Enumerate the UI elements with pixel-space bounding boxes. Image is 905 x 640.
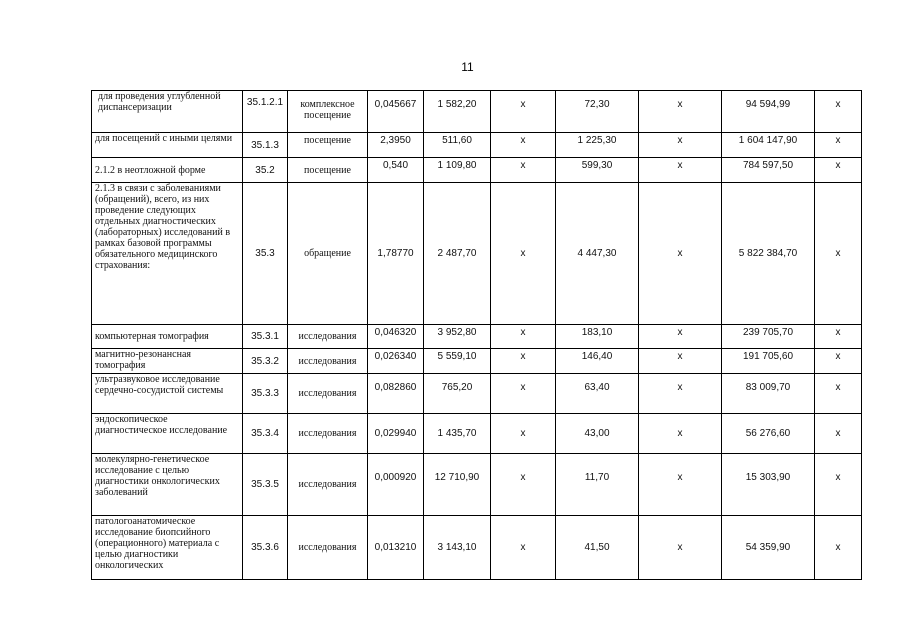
row-cost: 3 952,80 bbox=[424, 325, 491, 349]
row-unit: комплексное посещение bbox=[288, 91, 368, 133]
row-cross: х bbox=[639, 349, 722, 374]
row-cost: 1 582,20 bbox=[424, 91, 491, 133]
row-cross: х bbox=[639, 133, 722, 158]
table-row bbox=[92, 414, 862, 454]
row-unit: исследования bbox=[288, 454, 368, 516]
row-rate: 0,046320 bbox=[368, 325, 424, 349]
row-rate: 0,045667 bbox=[368, 91, 424, 133]
row-cost: 5 559,10 bbox=[424, 349, 491, 374]
row-rate: 0,082860 bbox=[368, 374, 424, 414]
row-cost: 1 435,70 bbox=[424, 414, 491, 454]
row-cross: х bbox=[639, 454, 722, 516]
row-unit: исследования bbox=[288, 374, 368, 414]
row-code: 35.3.1 bbox=[243, 325, 288, 349]
row-total: 15 303,90 bbox=[722, 454, 815, 516]
row-cost: 1 109,80 bbox=[424, 158, 491, 183]
row-code: 35.1.3 bbox=[243, 133, 288, 158]
row-code: 35.3.6 bbox=[243, 516, 288, 580]
row-cross: х bbox=[639, 516, 722, 580]
row-name: 2.1.3 в связи с заболеваниями (обращений), всего, из них проведение следующих отдельных диагностических (лабораторных) исследований в рамках базовой программы обязательного медицинского страхования: bbox=[92, 183, 243, 325]
table-row bbox=[92, 454, 862, 516]
row-cost: 2 487,70 bbox=[424, 183, 491, 325]
table-row bbox=[92, 374, 862, 414]
row-code: 35.1.2.1 bbox=[243, 91, 288, 133]
row-rate: 0,013210 bbox=[368, 516, 424, 580]
table-row bbox=[92, 91, 862, 133]
row-cross: х bbox=[815, 454, 862, 516]
row-cost: 765,20 bbox=[424, 374, 491, 414]
row-name: магнитно-резонансная томография bbox=[92, 349, 243, 374]
row-unit: посещение bbox=[288, 158, 368, 183]
row-cross: х bbox=[491, 454, 556, 516]
row-cross: х bbox=[815, 133, 862, 158]
row-cost: 511,60 bbox=[424, 133, 491, 158]
row-per-capita: 146,40 bbox=[556, 349, 639, 374]
row-rate: 0,540 bbox=[368, 158, 424, 183]
table-row bbox=[92, 516, 862, 580]
row-cross: х bbox=[815, 91, 862, 133]
row-cost: 3 143,10 bbox=[424, 516, 491, 580]
row-cross: х bbox=[639, 374, 722, 414]
row-name: эндоскопическое диагностическое исследование bbox=[92, 414, 243, 454]
row-unit: исследования bbox=[288, 349, 368, 374]
row-cross: х bbox=[639, 183, 722, 325]
row-rate: 2,3950 bbox=[368, 133, 424, 158]
row-total: 239 705,70 bbox=[722, 325, 815, 349]
row-code: 35.3.3 bbox=[243, 374, 288, 414]
row-cost: 12 710,90 bbox=[424, 454, 491, 516]
row-code: 35.3.2 bbox=[243, 349, 288, 374]
row-cross: х bbox=[491, 325, 556, 349]
row-per-capita: 1 225,30 bbox=[556, 133, 639, 158]
row-rate: 0,026340 bbox=[368, 349, 424, 374]
table-row bbox=[92, 158, 862, 183]
table-row bbox=[92, 349, 862, 374]
row-rate: 0,029940 bbox=[368, 414, 424, 454]
row-name: молекулярно-генетическое исследование с целью диагностики онкологических заболеваний bbox=[92, 454, 243, 516]
row-cross: х bbox=[491, 414, 556, 454]
row-name: компьютерная томография bbox=[92, 325, 243, 349]
row-unit: исследования bbox=[288, 325, 368, 349]
row-name: 2.1.2 в неотложной форме bbox=[92, 158, 243, 183]
row-total: 191 705,60 bbox=[722, 349, 815, 374]
row-per-capita: 41,50 bbox=[556, 516, 639, 580]
row-cross: х bbox=[491, 516, 556, 580]
row-total: 83 009,70 bbox=[722, 374, 815, 414]
table-row bbox=[92, 133, 862, 158]
row-cross: х bbox=[815, 349, 862, 374]
row-code: 35.3.5 bbox=[243, 454, 288, 516]
row-per-capita: 72,30 bbox=[556, 91, 639, 133]
row-cross: х bbox=[639, 91, 722, 133]
row-code: 35.2 bbox=[243, 158, 288, 183]
row-name: для проведения углубленной диспансеризации bbox=[92, 91, 243, 133]
row-per-capita: 599,30 bbox=[556, 158, 639, 183]
row-unit: посещение bbox=[288, 133, 368, 158]
row-cross: х bbox=[639, 414, 722, 454]
row-rate: 1,78770 bbox=[368, 183, 424, 325]
row-cross: х bbox=[639, 325, 722, 349]
page-number: 11 bbox=[461, 60, 474, 74]
row-cross: х bbox=[815, 158, 862, 183]
row-name: патологоанатомическое исследование биопсийного (операционного) материала с целью диагностики онкологических bbox=[92, 516, 243, 580]
row-name: для посещений с иными целями bbox=[92, 133, 243, 158]
row-per-capita: 4 447,30 bbox=[556, 183, 639, 325]
row-total: 56 276,60 bbox=[722, 414, 815, 454]
row-total: 1 604 147,90 bbox=[722, 133, 815, 158]
row-cross: х bbox=[491, 349, 556, 374]
row-code: 35.3.4 bbox=[243, 414, 288, 454]
row-total: 94 594,99 bbox=[722, 91, 815, 133]
row-per-capita: 11,70 bbox=[556, 454, 639, 516]
row-cross: х bbox=[815, 325, 862, 349]
row-total: 5 822 384,70 bbox=[722, 183, 815, 325]
row-per-capita: 183,10 bbox=[556, 325, 639, 349]
row-cross: х bbox=[491, 374, 556, 414]
row-cross: х bbox=[815, 374, 862, 414]
row-unit: обращение bbox=[288, 183, 368, 325]
row-name: ультразвуковое исследование сердечно-сосудистой системы bbox=[92, 374, 243, 414]
row-cross: х bbox=[491, 91, 556, 133]
row-total: 54 359,90 bbox=[722, 516, 815, 580]
row-cross: х bbox=[491, 183, 556, 325]
row-cross: х bbox=[815, 516, 862, 580]
row-unit: исследования bbox=[288, 414, 368, 454]
row-cross: х bbox=[815, 414, 862, 454]
row-cross: х bbox=[815, 183, 862, 325]
row-code: 35.3 bbox=[243, 183, 288, 325]
row-unit: исследования bbox=[288, 516, 368, 580]
row-cross: х bbox=[639, 158, 722, 183]
row-cross: х bbox=[491, 133, 556, 158]
row-per-capita: 43,00 bbox=[556, 414, 639, 454]
row-rate: 0,000920 bbox=[368, 454, 424, 516]
row-per-capita: 63,40 bbox=[556, 374, 639, 414]
table-row bbox=[92, 183, 862, 325]
financing-table bbox=[91, 90, 862, 580]
row-cross: х bbox=[491, 158, 556, 183]
table-row bbox=[92, 325, 862, 349]
row-total: 784 597,50 bbox=[722, 158, 815, 183]
